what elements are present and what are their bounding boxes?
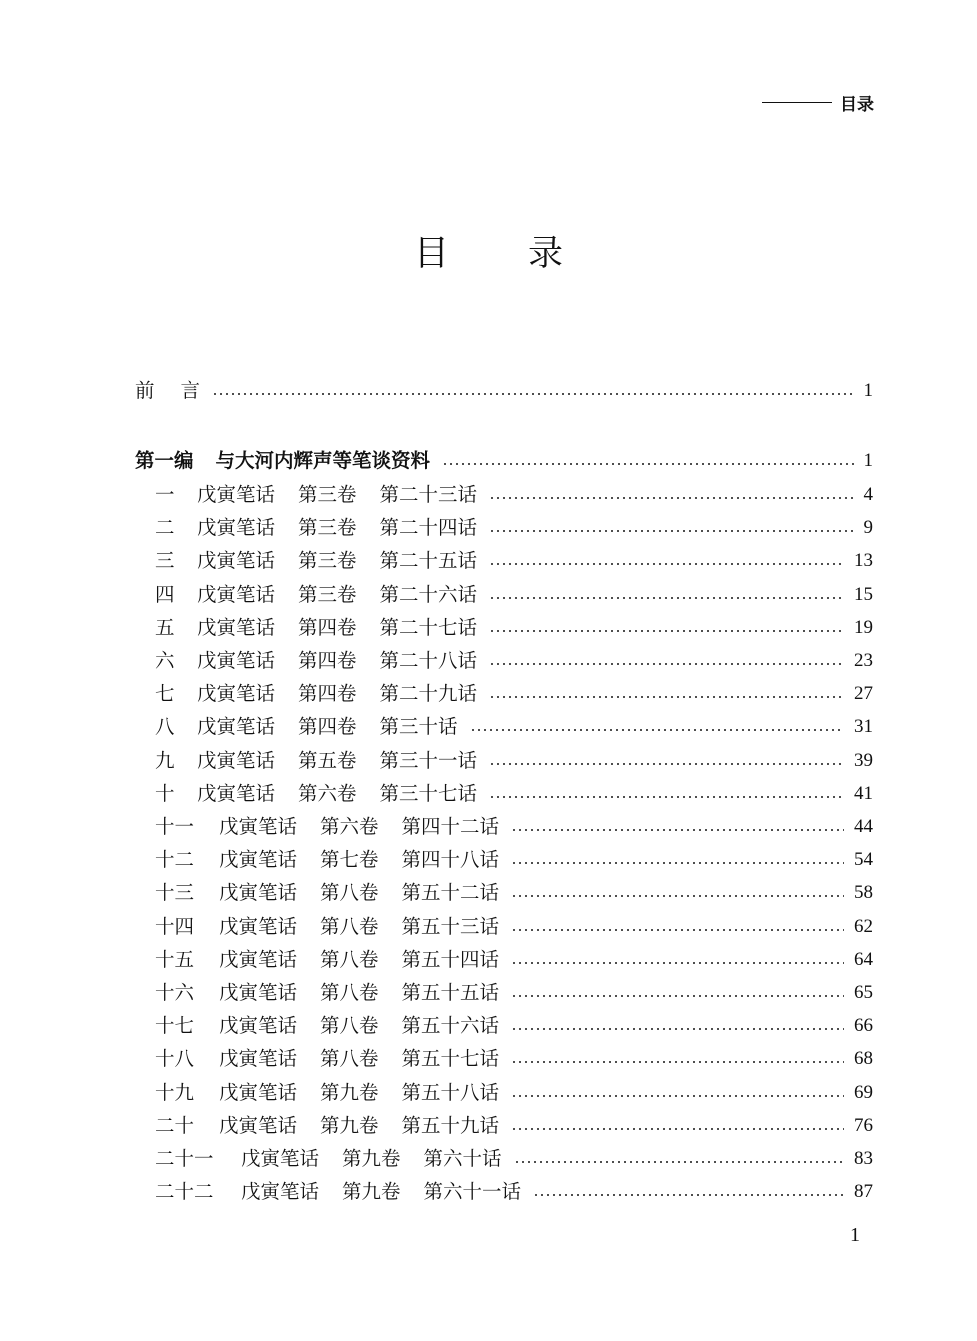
entry-number: 二十 xyxy=(155,1113,195,1137)
entry-volume: 第四卷 xyxy=(298,682,357,706)
entry-talk: 第二十四话 xyxy=(379,516,478,540)
entry-talk: 第四十二话 xyxy=(401,815,500,838)
dot-leader xyxy=(511,1011,844,1041)
dot-leader xyxy=(511,1044,844,1074)
toc-entry-label xyxy=(155,513,477,543)
entry-talk: 第三十一话 xyxy=(379,748,478,772)
toc-entry[interactable] xyxy=(155,746,873,776)
toc-entry[interactable] xyxy=(155,646,873,676)
toc-entry[interactable] xyxy=(155,546,873,576)
toc-page-number: 9 xyxy=(863,517,873,539)
toc-entry-label xyxy=(155,945,499,975)
entry-source: 戊寅笔话 xyxy=(219,881,298,905)
entry-source: 戊寅笔话 xyxy=(241,1147,320,1170)
toc-entry-label xyxy=(155,978,499,1008)
toc-page-number: 41 xyxy=(854,782,873,804)
entry-source: 戊寅笔话 xyxy=(197,715,276,739)
toc-page-number: 66 xyxy=(854,1015,873,1037)
entry-volume: 第六卷 xyxy=(298,781,357,805)
section-number: 第一编 xyxy=(135,449,194,472)
entry-talk: 第六十一话 xyxy=(423,1180,522,1204)
entry-number: 十四 xyxy=(155,914,195,938)
toc-entry[interactable] xyxy=(155,712,873,742)
toc-entry[interactable] xyxy=(155,845,873,875)
toc-entry[interactable] xyxy=(155,513,873,543)
entry-source: 戊寅笔话 xyxy=(219,1113,298,1137)
entry-number: 十五 xyxy=(155,947,195,971)
entry-source: 戊寅笔话 xyxy=(197,781,276,805)
page-number: 1 xyxy=(850,1224,860,1246)
entry-talk: 第五十六话 xyxy=(401,1014,500,1038)
toc-entry-label xyxy=(155,779,477,809)
toc-page-number: 31 xyxy=(854,716,873,738)
toc-page-number: 1 xyxy=(863,450,873,471)
entry-source: 戊寅笔话 xyxy=(197,483,276,506)
entry-source: 戊寅笔话 xyxy=(197,615,276,639)
entry-source: 戊寅笔话 xyxy=(219,1080,298,1104)
toc-entry-label xyxy=(155,712,458,742)
dot-leader xyxy=(511,812,844,842)
entry-source: 戊寅笔话 xyxy=(219,1047,298,1071)
dot-leader xyxy=(489,513,853,543)
toc-entry-label xyxy=(155,845,499,875)
entry-volume: 第七卷 xyxy=(320,848,379,872)
entry-source: 戊寅笔话 xyxy=(219,947,298,971)
toc-entry[interactable] xyxy=(155,1044,873,1074)
dot-leader xyxy=(511,945,844,975)
toc-entry-label xyxy=(155,1111,499,1141)
entry-volume: 第九卷 xyxy=(320,1080,379,1104)
toc-entry[interactable] xyxy=(155,945,873,975)
toc-entry[interactable] xyxy=(155,1111,873,1141)
dot-leader xyxy=(470,712,844,742)
entry-volume: 第六卷 xyxy=(320,815,379,838)
toc-entry[interactable] xyxy=(155,779,873,809)
toc-entry-preface[interactable] xyxy=(135,376,873,406)
toc-entry[interactable] xyxy=(155,1144,873,1174)
entry-source: 戊寅笔话 xyxy=(197,549,276,573)
entry-number: 十八 xyxy=(155,1047,195,1071)
dot-leader xyxy=(511,912,844,942)
dot-leader xyxy=(511,845,844,875)
toc-entry-label xyxy=(155,1044,499,1074)
entry-number: 一 xyxy=(155,483,175,506)
dot-leader xyxy=(489,546,844,576)
entry-source: 戊寅笔话 xyxy=(219,981,298,1004)
entry-volume: 第五卷 xyxy=(298,748,357,772)
entry-number: 十一 xyxy=(155,815,195,838)
entry-source: 戊寅笔话 xyxy=(197,649,276,672)
entry-volume: 第三卷 xyxy=(298,516,357,540)
entry-source: 戊寅笔话 xyxy=(219,914,298,938)
toc-page-number: 54 xyxy=(854,849,873,871)
toc-entry-label xyxy=(155,1078,499,1108)
dot-leader xyxy=(442,446,853,476)
toc-entry-label xyxy=(155,1011,499,1041)
toc-entry-label xyxy=(155,878,499,908)
entry-volume: 第八卷 xyxy=(320,914,379,938)
entry-volume: 第九卷 xyxy=(320,1113,379,1137)
toc-entry-label xyxy=(135,446,430,476)
toc-entry-label xyxy=(135,376,200,406)
toc-entry[interactable] xyxy=(155,580,873,610)
dot-leader xyxy=(489,646,844,676)
section-title: 与大河内辉声等笔谈资料 xyxy=(215,449,431,472)
entry-talk: 第五十五话 xyxy=(401,981,500,1004)
toc-page-number: 58 xyxy=(854,882,873,904)
entry-volume: 第四卷 xyxy=(298,715,357,739)
toc-entry-section[interactable] xyxy=(135,446,873,476)
dot-leader xyxy=(489,679,844,709)
entry-volume: 第三卷 xyxy=(298,483,357,506)
entry-talk: 第二十六话 xyxy=(379,582,478,606)
entry-talk: 第六十话 xyxy=(423,1147,502,1170)
entry-number: 十六 xyxy=(155,981,195,1004)
dot-leader xyxy=(511,978,844,1008)
toc-entry-label xyxy=(155,1144,502,1174)
toc-entry[interactable] xyxy=(155,679,873,709)
dot-leader xyxy=(489,746,844,776)
toc-page-number: 4 xyxy=(863,484,873,505)
toc-page-number: 64 xyxy=(854,948,873,970)
entry-volume: 第四卷 xyxy=(298,615,357,639)
dot-leader xyxy=(533,1177,844,1207)
toc-entry[interactable] xyxy=(155,480,873,510)
dot-leader xyxy=(511,1111,844,1141)
dot-leader xyxy=(511,1078,844,1108)
toc-page-number: 13 xyxy=(854,550,873,572)
entry-talk: 第二十八话 xyxy=(379,649,478,672)
toc-entry-label xyxy=(155,1177,521,1207)
dot-leader xyxy=(489,779,844,809)
entry-source: 戊寅笔话 xyxy=(219,815,298,838)
toc-entry[interactable] xyxy=(155,1011,873,1041)
dot-leader xyxy=(489,480,853,510)
toc-page-number: 15 xyxy=(854,583,873,605)
toc-entry-label xyxy=(155,580,477,610)
entry-volume: 第八卷 xyxy=(320,1047,379,1071)
toc-page-number: 23 xyxy=(854,650,873,671)
entry-volume: 第四卷 xyxy=(298,649,357,672)
entry-talk: 第五十九话 xyxy=(401,1113,500,1137)
toc-page-number: 62 xyxy=(854,915,873,937)
entry-source: 戊寅笔话 xyxy=(241,1180,320,1204)
entry-source: 戊寅笔话 xyxy=(197,748,276,772)
entry-volume: 第九卷 xyxy=(342,1147,401,1170)
toc-page-number: 1 xyxy=(863,380,873,401)
toc-page-number: 69 xyxy=(854,1081,873,1103)
toc-entry-label xyxy=(155,546,477,576)
entry-talk: 第四十八话 xyxy=(401,848,500,872)
entry-number: 二十一 xyxy=(155,1147,214,1170)
page-title: 目 录 xyxy=(413,234,598,274)
toc-entry-label xyxy=(155,912,499,942)
toc-page-number: 44 xyxy=(854,816,873,837)
entry-source: 戊寅笔话 xyxy=(219,848,298,872)
entry-talk: 第二十五话 xyxy=(379,549,478,573)
toc-page-number: 39 xyxy=(854,749,873,771)
toc-entry-label xyxy=(155,746,477,776)
entry-volume: 第八卷 xyxy=(320,947,379,971)
entry-number: 七 xyxy=(155,682,175,706)
entry-number: 四 xyxy=(155,582,175,606)
entry-source: 戊寅笔话 xyxy=(219,1014,298,1038)
preface-char-2: 言 xyxy=(180,379,201,402)
entry-volume: 第八卷 xyxy=(320,1014,379,1038)
toc-entry[interactable] xyxy=(155,1177,873,1207)
dot-leader xyxy=(489,580,844,610)
toc-entry[interactable] xyxy=(155,912,873,942)
entry-volume: 第八卷 xyxy=(320,981,379,1004)
toc-page-number: 27 xyxy=(854,683,873,705)
entry-number: 二十二 xyxy=(155,1180,214,1204)
entry-number: 十二 xyxy=(155,848,195,872)
toc-entry-label xyxy=(155,613,477,643)
entry-number: 二 xyxy=(155,516,175,540)
entry-talk: 第五十三话 xyxy=(401,914,500,938)
entry-source: 戊寅笔话 xyxy=(197,582,276,606)
toc-page-number: 87 xyxy=(854,1181,873,1203)
entry-source: 戊寅笔话 xyxy=(197,682,276,706)
entry-talk: 第二十三话 xyxy=(379,483,478,506)
toc-entry-label xyxy=(155,646,477,676)
preface-char-1: 前 xyxy=(135,379,155,402)
toc-entry[interactable] xyxy=(155,613,873,643)
running-head-text: 目录 xyxy=(840,95,874,115)
entry-number: 十七 xyxy=(155,1014,195,1038)
entry-number: 六 xyxy=(155,649,175,672)
entry-talk: 第三十七话 xyxy=(379,781,478,805)
toc-entry-label xyxy=(155,812,499,842)
entry-volume: 第九卷 xyxy=(342,1180,401,1204)
entry-volume: 第八卷 xyxy=(320,881,379,905)
dot-leader xyxy=(511,878,844,908)
dot-leader xyxy=(212,376,853,406)
entry-volume: 第三卷 xyxy=(298,582,357,606)
toc-page-number: 68 xyxy=(854,1048,873,1070)
entry-talk: 第五十八话 xyxy=(401,1080,500,1104)
toc-page-number: 65 xyxy=(854,982,873,1003)
entry-number: 三 xyxy=(155,549,175,573)
toc-page-number: 83 xyxy=(854,1148,873,1169)
entry-number: 十三 xyxy=(155,881,195,905)
entry-number: 九 xyxy=(155,748,175,772)
toc-entry[interactable] xyxy=(155,1078,873,1108)
toc-entry[interactable] xyxy=(155,878,873,908)
entry-talk: 第五十二话 xyxy=(401,881,500,905)
dot-leader xyxy=(489,613,844,643)
toc-entry[interactable] xyxy=(155,978,873,1008)
dot-leader xyxy=(514,1144,844,1174)
toc-page-number: 76 xyxy=(854,1114,873,1136)
entry-talk: 第二十九话 xyxy=(379,682,478,706)
entry-number: 五 xyxy=(155,615,175,639)
toc-entry-label xyxy=(155,480,477,510)
entry-talk: 第二十七话 xyxy=(379,615,478,639)
entry-talk: 第五十七话 xyxy=(401,1047,500,1071)
entry-number: 十 xyxy=(155,781,175,805)
entry-talk: 第五十四话 xyxy=(401,947,500,971)
entry-talk: 第三十话 xyxy=(379,715,458,739)
entry-number: 八 xyxy=(155,715,175,739)
entry-source: 戊寅笔话 xyxy=(197,516,276,540)
toc-entry[interactable] xyxy=(155,812,873,842)
toc-page-number: 19 xyxy=(854,616,873,638)
entry-number: 十九 xyxy=(155,1080,195,1104)
toc-entry-label xyxy=(155,679,477,709)
entry-volume: 第三卷 xyxy=(298,549,357,573)
